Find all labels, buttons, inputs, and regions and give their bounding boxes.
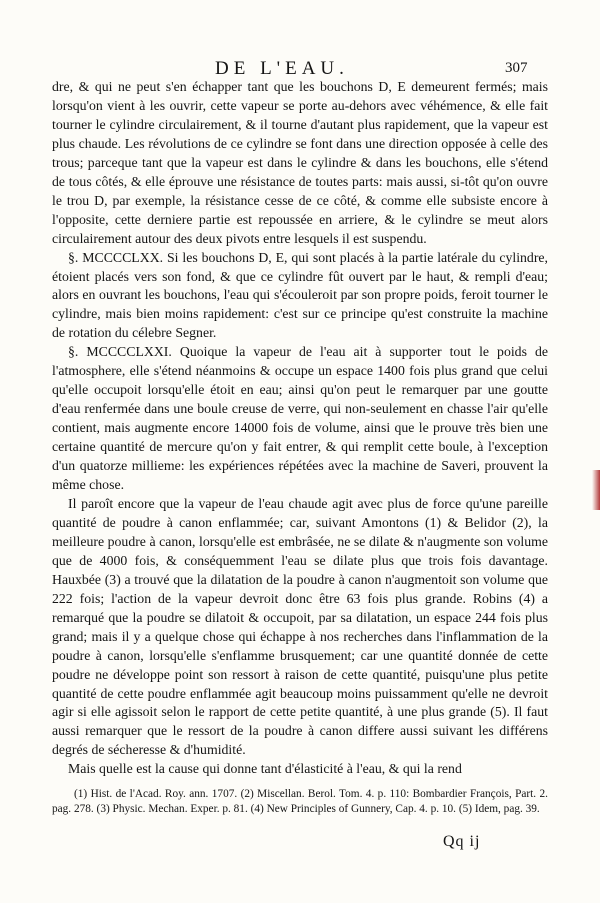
paragraph-section-1471: §. MCCCCLXXI. Quoique la vapeur de l'eau ait à supporter tout le poids de l'atmosphere, elle s'étend néanmoins & occupe un espace 1400 fois plus grand que celui qu'elle occupoit lorsqu'elle étoit en eau; ainsi qu'on peut le remarquer par une goutte d'eau renfermée dans une boule creuse de verre, qui non-seulement en chasse l'air qu'elle contient, mais augmente encore 14000 fois de volume, ainsi que le prouve très bien une certaine quantité de mercure qu'on y fait entrer, & qui remplit cette boule, à l'exception d'un quatorze millieme: les expériences répétées avec la machine de Saveri, prouvent la même chose. [52,344,548,493]
body-text [52,78,548,779]
paragraph-continuation: dre, & qui ne peut s'en échapper tant que les bouchons D, E demeurent fermés; mais lorsqu'on vient à les ouvrir, cette vapeur se porte au-dehors avec véhémence, & elle fait tourner le cylindre circulairement, & il tourne d'autant plus rapidement, que la vapeur est plus chaude. Les révolutions de ce cylindre se font dans une direction opposée à celle des trous; parceque tant que la vapeur est dans le cylindre & dans les bouchons, elle s'étend de tous côtés, & elle éprouve une résistance de toutes parts: mais aussi, si-tôt qu'on ouvre le trou D, par exemple, la résistance cesse de ce côté, & comme elle subsiste encore à l'opposite, cette derniere partie est repoussée en arriere, & le cylindre se meut alors circulairement autour des deux pivots entre lesquels il est suspendu. [52,79,548,246]
footnote-text: (1) Hist. de l'Acad. Roy. ann. 1707. (2) Miscellan. Berol. Tom. 4. p. 110: Bombardier François, Part. 2. pag. 278. (3) Physic. Mechan. Exper. p. 81. (4) New Principles of Gunnery, Cap. 4. p. 10. (5) Idem, pag. 39. [52,788,548,815]
running-head [0,58,600,80]
running-title: DE L'EAU. [215,58,349,79]
footnotes [52,787,548,817]
paragraph-elasticity: Mais quelle est la cause qui donne tant d'élasticité à l'eau, & qui la rend [68,761,462,777]
paragraph-section-1470: §. MCCCCLXX. Si les bouchons D, E, qui sont placés à la partie latérale du cylindre, étoient placés vers son fond, & que ce cylindre fût ouvert par le haut, & rempli d'eau; alors en ouvrant les bouchons, l'eau qui s'écouleroit par son propre poids, feroit tourner le cylindre, mais bien moins rapidement: c'est sur ce principe qu'est construite la machine de rotation du célebre Segner. [52,249,548,341]
page-number: 307 [505,60,528,76]
paragraph-gunpowder: Il paroît encore que la vapeur de l'eau chaude agit avec plus de force qu'une pareille quantité de poudre à canon enflammée; car, suivant Amontons (1) & Belidor (2), la meilleure poudre à canon, lorsqu'elle est embrâsée, ne se dilate & n'augmente son volume que de 4000 fois, & conséquemment l'eau se dilate plus que trois fois davantage. Hauxbée (3) a trouvé que la dilatation de la poudre à canon n'augmentoit son volume que 222 fois; l'action de la vapeur devroit donc être 63 fois plus grande. Robins (4) a remarqué que la poudre se dilatoit & occupoit, par sa dilatation, un espace 244 fois plus grand; mais il y a quelque chose qui échappe à nos recherches dans l'inflammation de la poudre à canon, lorsqu'elle s'enflamme brusquement; car une quantité donnée de cette poudre ne développe point son ressort à raison de cette quantité, puisqu'une plus petite quantité de cette poudre enflammée agit beaucoup moins puissamment qu'elle ne devroit agir si elle agissoit selon le rapport de cette petite quantité, à une plus grande (5). Il faut aussi remarquer que le ressort de la poudre à canon differe aussi suivant les différens degrés de sécheresse & d'humidité. [52,495,548,758]
page-edge-stain [592,470,600,510]
signature-mark: Qq ij [443,833,481,850]
